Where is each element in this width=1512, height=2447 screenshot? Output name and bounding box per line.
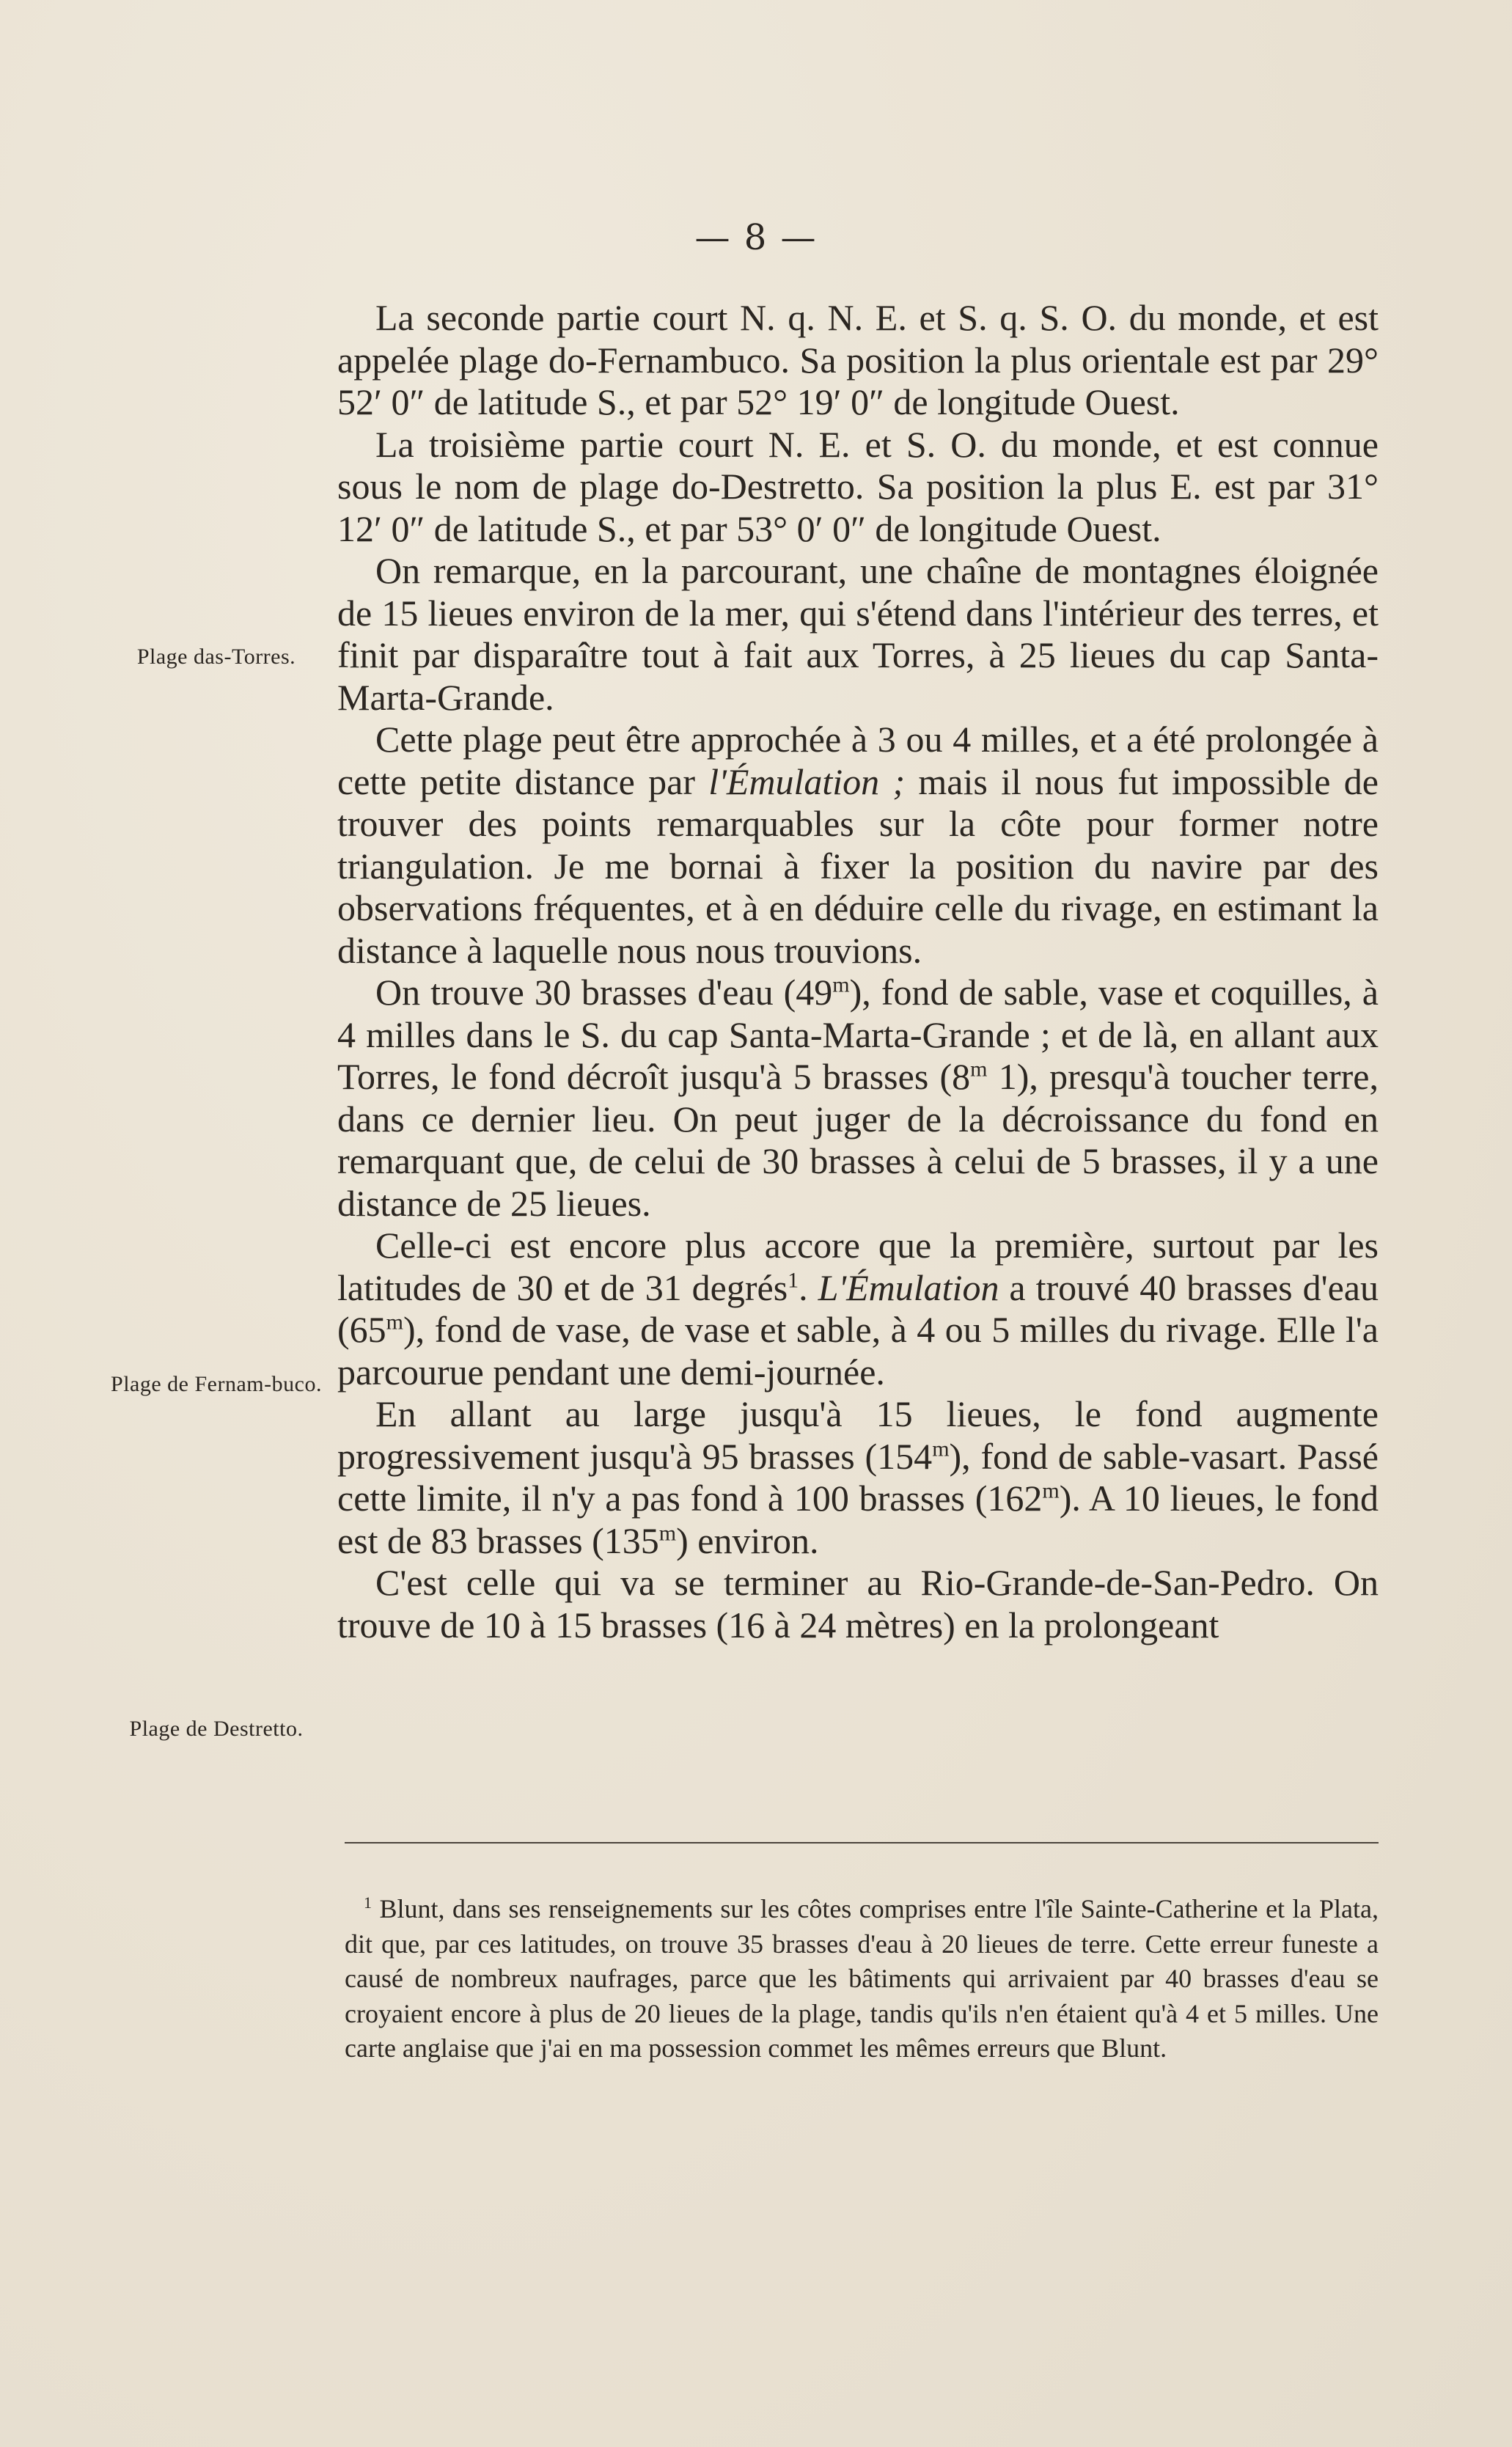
paragraph-1: La seconde partie court N. q. N. E. et S. q. S. O. du monde, et est appelée plage do-Fernambuco. Sa position la plus orientale est par 29° 52′ 0″ de latitude S., et par 52° 19′ 0″ de longitude Ouest. xyxy=(337,297,1379,422)
footnote-divider xyxy=(345,1842,1379,1843)
paragraph-4 xyxy=(337,719,1379,972)
margin-note-destretto: Plage de Destretto. xyxy=(129,1717,304,1741)
paragraph-5-text-a: On trouve 30 brasses d'eau (49 xyxy=(375,972,833,1013)
paragraph-6 xyxy=(337,1225,1379,1393)
paragraph-7 xyxy=(337,1393,1379,1562)
paragraph-3: On remarque, en la parcourant, une chaîne de montagnes éloignée de 15 lieues environ de la mer, qui s'étend dans l'intérieur des terres, et finit par disparaître tout à fait aux Torres, à 25 lieues du cap Santa-Marta-Grande. xyxy=(337,550,1379,718)
paragraph-6-text-a: Celle-ci est encore plus accore que la première, surtout par les latitudes de 30 et de 31 degrés xyxy=(337,1225,1379,1308)
unit-superscript: m xyxy=(970,1057,988,1082)
margin-note-fernambuco: Plage de Fernam-buco. xyxy=(111,1372,322,1396)
unit-superscript: m xyxy=(1042,1478,1060,1503)
ship-name-emulation: L'Émulation xyxy=(818,1266,999,1308)
paragraph-4-text-b: mais il nous fut impossible de trouver des points remarquables sur la côte pour former notre triangulation. Je me bornai à fixer la position du navire par des observations fréquentes, et à en déduire celle du rivage, en estimant la distance à laquelle nous nous trouvions. xyxy=(337,760,1379,971)
paragraph-8: C'est celle qui va se terminer au Rio-Grande-de-San-Pedro. On trouve de 10 à 15 brasses (16 à 24 mètres) en la prolongeant xyxy=(337,1562,1379,1646)
page-number: — 8 — xyxy=(694,217,818,258)
footnote-marker: 1 xyxy=(364,1893,372,1912)
footnote-text: Blunt, dans ses renseignements sur les côtes comprises entre l'île Sainte-Catherine et la Plata, dit que, par ces latitudes, on trouve 35 brasses d'eau à 20 lieues de terre. Cette erreur funeste a causé de nombreux naufrages, parce que les bâtiments qui arrivaient par 40 brasses d'eau se croyaient encore à plus de 20 lieues de la plage, tandis qu'ils n'en étaient qu'à 4 et 5 milles. Une carte anglaise que j'ai en ma possession commet les mêmes erreurs que Blunt. xyxy=(345,1894,1379,2063)
paragraph-4-text-a: Cette plage peut être approchée à 3 ou 4 milles, et a été prolongée à cette petite distance par xyxy=(337,719,1379,802)
footnote-reference[interactable]: 1 xyxy=(788,1267,799,1292)
paragraph-5-text-b: ), fond de sable, vase et coquilles, à 4 milles dans le S. du cap Santa-Marta-Grande ; et de là, en allant aux Torres, le fond décroît jusqu'à 5 brasses (8 xyxy=(337,972,1379,1097)
paragraph-2: La troisième partie court N. E. et S. O. du monde, et est connue sous le nom de plage do-Destretto. Sa position la plus E. est par 31° 12′ 0″ de latitude S., et par 53° 0′ 0″ de longitude Ouest. xyxy=(337,423,1379,549)
paragraph-6-text-d: ), fond de vase, de vase et sable, à 4 ou 5 milles du rivage. Elle l'a parcourue pendant une demi-journée. xyxy=(337,1309,1379,1393)
paragraph-5 xyxy=(337,972,1379,1225)
paragraph-6-text-c: a trouvé 40 brasses d'eau (65 xyxy=(337,1266,1379,1350)
paragraph-5-text-c: 1), presqu'à toucher terre, dans ce dernier lieu. On peut juger de la décroissance du fond en remarquant que, de celui de 30 brasses à celui de 5 brasses, il y a une distance de 25 lieues. xyxy=(337,1056,1379,1224)
paragraph-6-text-b: . xyxy=(799,1266,818,1308)
unit-superscript: m xyxy=(386,1310,403,1335)
paragraph-7-text-b: ), fond de sable-vasart. Passé cette limite, il n'y a pas fond à 100 brasses (162 xyxy=(337,1435,1379,1519)
paragraph-7-text-a: En allant au large jusqu'à 15 lieues, le fond augmente progressivement jusqu'à 95 brasses (154 xyxy=(337,1393,1379,1477)
footnote xyxy=(345,1892,1379,2066)
unit-superscript: m xyxy=(932,1436,950,1461)
margin-note-das-torres: Plage das-Torres. xyxy=(136,645,296,669)
ship-name-emulation: l'Émulation ; xyxy=(708,760,906,802)
main-text xyxy=(337,297,1379,1646)
paragraph-7-text-d: ) environ. xyxy=(676,1519,819,1561)
unit-superscript: m xyxy=(658,1520,677,1545)
paragraph-7-text-c: ). A 10 lieues, le fond est de 83 brasses (135 xyxy=(337,1478,1379,1561)
unit-superscript: m xyxy=(832,972,850,997)
